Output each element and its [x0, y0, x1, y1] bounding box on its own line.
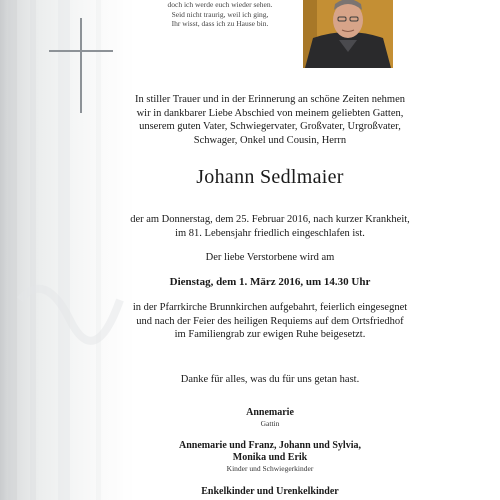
cross-vertical-bar: [80, 18, 82, 113]
mourner-group: [120, 440, 420, 474]
intro-line: In stiller Trauer und in der Erinnerung an schöne Zeiten nehmen: [134, 94, 405, 105]
viewing-text: Der liebe Verstorbene wird am: [205, 252, 335, 263]
mourner-relation: Kinder und Schwiegerkinder: [226, 464, 314, 473]
mourner-group: [120, 407, 420, 429]
mourner-group: [120, 486, 420, 498]
death-notice: [120, 213, 420, 240]
mourner-relation: Gattin: [260, 419, 280, 428]
mourner-names: Annemarie: [246, 407, 294, 418]
intro-line: unserem guten Vater, Schwiegervater, Großvater, Urgroßvater,: [139, 121, 401, 132]
requiem-line: in der Pfarrkirche Brunnkirchen aufgebahrt, feierlich eingesegnet: [132, 302, 408, 313]
misty-forest-background: [0, 0, 140, 500]
requiem-line: im Familiengrab zur ewigen Ruhe beigesetzt.: [174, 329, 366, 340]
death-line: im 81. Lebensjahr friedlich eingeschlafen ist.: [175, 227, 365, 239]
deceased-name: Johann Sedlmaier: [196, 166, 344, 188]
intro-line: Schwager, Onkel und Cousin, Herrn: [193, 134, 347, 146]
mourner-names: Enkelkinder und Urenkelkinder: [201, 486, 339, 497]
funeral-date: Dienstag, dem 1. März 2016, um 14.30 Uhr: [169, 276, 371, 288]
verse-line: doch ich werde euch wieder sehen.: [167, 0, 273, 9]
intro-text: [120, 93, 420, 147]
death-line: der am Donnerstag, dem 25. Februar 2016, nach kurzer Krankheit,: [130, 214, 410, 225]
portrait-photo: [303, 0, 393, 68]
thanks-line: Danke für alles, was du für uns getan hast.: [180, 374, 360, 385]
requiem-line: und nach der Feier des heiligen Requiems auf dem Ortsfriedhof: [136, 315, 404, 327]
portrait-image: [303, 0, 393, 68]
memorial-verse: [150, 0, 290, 29]
verse-line: Ihr wisst, dass ich zu Hause bin.: [171, 19, 269, 28]
verse-line: Seid nicht traurig, weil ich ging,: [171, 9, 269, 19]
cross-horizontal-bar: [49, 50, 113, 52]
requiem-text: [120, 301, 420, 342]
mourner-names: Annemarie und Franz, Johann und Sylvia,: [179, 440, 361, 451]
intro-line: wir in dankbarer Liebe Abschied von meinem geliebten Gatten,: [136, 107, 404, 119]
mourner-names: Monika und Erik: [232, 452, 308, 463]
